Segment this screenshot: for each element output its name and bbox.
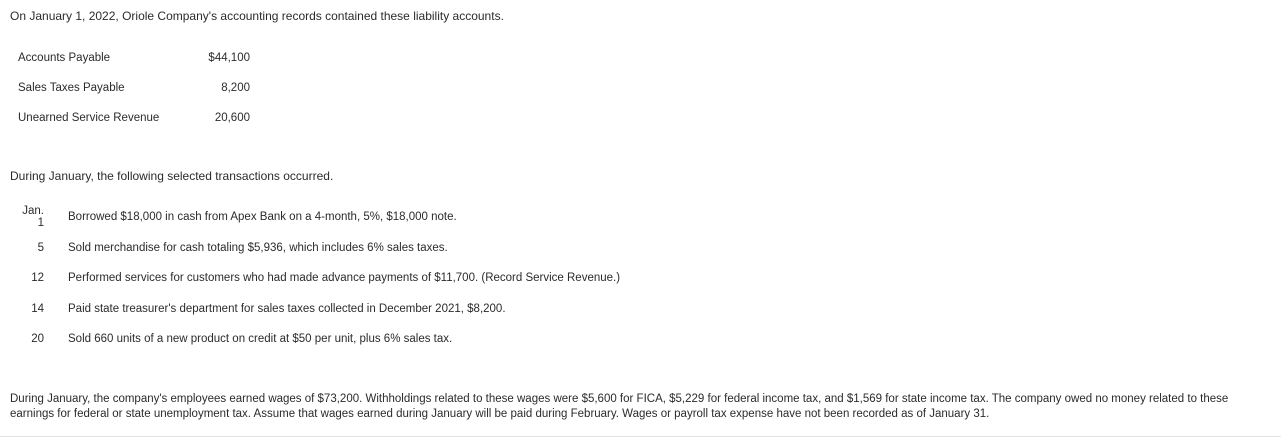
table-row — [10, 294, 628, 325]
transaction-date: 5 — [37, 241, 44, 254]
divider — [0, 436, 1281, 437]
transactions-table — [10, 202, 628, 355]
table-row — [10, 324, 628, 355]
transactions-intro-text: During January, the following selected transactions occurred. — [10, 169, 334, 183]
table-row — [10, 233, 628, 264]
table-row — [10, 263, 628, 294]
account-amount: 8,200 — [221, 82, 250, 94]
wages-paragraph: During January, the company's employees earned wages of $73,200. Withholdings related to these wages were $5,600 for FICA, $5,229 for federal income tax, and $1,569 for state income tax. The company owed no money related to these earnings for federal or state unemployment tax. Assume that wages earned during January will be paid during February. Wages or payroll tax expense have not been recorded as of January 31. — [10, 393, 1229, 420]
transaction-date: 14 — [31, 302, 44, 315]
account-name: Unearned Service Revenue — [18, 112, 160, 124]
account-name: Accounts Payable — [18, 52, 111, 64]
liability-accounts-table — [10, 43, 258, 133]
transaction-date: 20 — [31, 333, 44, 346]
transaction-description: Sold 660 units of a new product on credit at $50 per unit, plus 6% sales tax. — [68, 333, 453, 346]
transaction-description: Sold merchandise for cash totaling $5,936, which includes 6% sales taxes. — [68, 241, 448, 254]
account-amount: $44,100 — [208, 52, 250, 64]
table-row — [10, 202, 628, 233]
transaction-description: Borrowed $18,000 in cash from Apex Bank on a 4-month, 5%, $18,000 note. — [68, 211, 457, 224]
table-row — [10, 103, 258, 133]
table-row — [10, 73, 258, 103]
intro-text: On January 1, 2022, Oriole Company's accounting records contained these liability accounts. — [10, 9, 504, 23]
transaction-date: Jan. 1 — [22, 205, 44, 230]
account-amount: 20,600 — [214, 112, 250, 124]
table-row — [10, 43, 258, 73]
account-name: Sales Taxes Payable — [18, 82, 125, 94]
transaction-date: 12 — [31, 272, 44, 285]
transaction-description: Paid state treasurer's department for sales taxes collected in December 2021, $8,200. — [68, 302, 506, 315]
transaction-description: Performed services for customers who had made advance payments of $11,700. (Record Service Revenue.) — [68, 272, 621, 285]
